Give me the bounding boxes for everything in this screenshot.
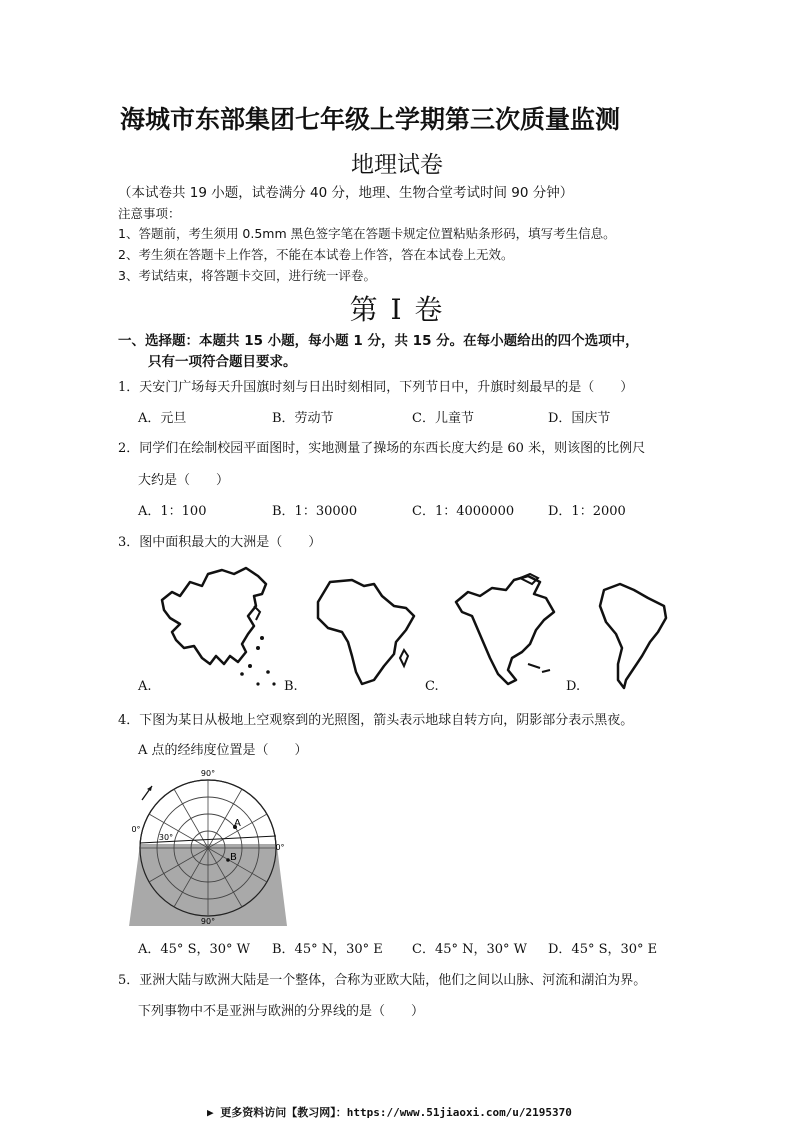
q3-option-b[interactable]: B. bbox=[284, 679, 298, 694]
exam-info: （本试卷共 19 小题，试卷满分 40 分，地理、生物合堂考试时间 90 分钟） bbox=[118, 185, 574, 201]
q4-option-c[interactable]: C．45° N，30° W bbox=[412, 942, 528, 957]
q1-option-a[interactable]: A．元旦 bbox=[138, 411, 187, 426]
note-item-1: 1、答题前，考生须用 0.5mm 黑色签字笔在答题卡规定位置粘贴条形码，填写考生信息。 bbox=[118, 226, 616, 241]
diagram-label-top: 90° bbox=[200, 769, 216, 778]
section-heading-line2: 只有一项符合题目要求。 bbox=[148, 354, 297, 370]
diagram-point-a: A bbox=[234, 818, 241, 829]
q5-stem: 5．亚洲大陆与欧洲大陆是一个整体，合称为亚欧大陆，他们之间以山脉、河流和湖泊为界。 bbox=[118, 973, 647, 988]
volume-title: 第 I 卷 bbox=[349, 293, 445, 326]
asia-map-figure bbox=[150, 560, 280, 690]
section-heading-line1: 一、选择题：本题共 15 小题，每小题 1 分，共 15 分。在每小题给出的四个选项中， bbox=[118, 333, 639, 349]
notes-heading: 注意事项： bbox=[118, 206, 181, 221]
exam-title: 海城市东部集团七年级上学期第三次质量监测 bbox=[120, 105, 621, 134]
diagram-label-left: 0° bbox=[131, 825, 141, 834]
q2-stem-cont: 大约是（ ） bbox=[138, 473, 230, 488]
diagram-point-b: B bbox=[230, 852, 237, 863]
polar-illumination-diagram bbox=[128, 764, 288, 926]
south-america-map-figure bbox=[596, 580, 672, 690]
north-america-map-figure bbox=[450, 572, 562, 690]
q4-stem-cont: A 点的经纬度位置是（ ） bbox=[138, 743, 308, 758]
diagram-label-right: 0° bbox=[275, 843, 285, 852]
q1-option-c[interactable]: C．儿童节 bbox=[412, 411, 474, 426]
q5-stem-cont: 下列事物中不是亚洲与欧洲的分界线的是（ ） bbox=[138, 1004, 425, 1019]
q3-stem: 3．图中面积最大的大洲是（ ） bbox=[118, 535, 322, 550]
footer-link[interactable]: ▶ 更多资料访问【教习网】：https://www.51jiaoxi.com/u/2195370 bbox=[207, 1106, 572, 1119]
q3-option-c[interactable]: C. bbox=[425, 679, 439, 694]
q1-option-b[interactable]: B．劳动节 bbox=[272, 411, 334, 426]
q2-option-d[interactable]: D．1：2000 bbox=[548, 504, 626, 519]
subject-title: 地理试卷 bbox=[351, 152, 443, 178]
q1-stem: 1．天安门广场每天升国旗时刻与日出时刻相同，下列节日中，升旗时刻最早的是（ ） bbox=[118, 380, 634, 395]
q4-stem: 4．下图为某日从极地上空观察到的光照图，箭头表示地球自转方向，阴影部分表示黑夜。 bbox=[118, 713, 634, 728]
q3-option-d[interactable]: D. bbox=[566, 679, 581, 694]
note-item-2: 2、考生须在答题卡上作答，不能在本试卷上作答，答在本试卷上无效。 bbox=[118, 247, 514, 262]
q4-option-d[interactable]: D．45° S，30° E bbox=[548, 942, 658, 957]
diagram-label-lat: 30° bbox=[158, 833, 174, 842]
africa-map-figure bbox=[312, 576, 420, 688]
q4-option-a[interactable]: A．45° S，30° W bbox=[138, 942, 251, 957]
q4-option-b[interactable]: B．45° N，30° E bbox=[272, 942, 383, 957]
q3-option-a[interactable]: A. bbox=[138, 679, 152, 694]
diagram-label-bottom: 90° bbox=[200, 917, 216, 926]
q2-option-a[interactable]: A．1：100 bbox=[138, 504, 207, 519]
q1-option-d[interactable]: D．国庆节 bbox=[548, 411, 611, 426]
q2-stem: 2．同学们在绘制校园平面图时，实地测量了操场的东西长度大约是 60 米，则该图的比例尺 bbox=[118, 441, 646, 456]
note-item-3: 3、考试结束，将答题卡交回，进行统一评卷。 bbox=[118, 268, 376, 283]
q2-option-c[interactable]: C．1：4000000 bbox=[412, 504, 515, 519]
q2-option-b[interactable]: B．1：30000 bbox=[272, 504, 358, 519]
